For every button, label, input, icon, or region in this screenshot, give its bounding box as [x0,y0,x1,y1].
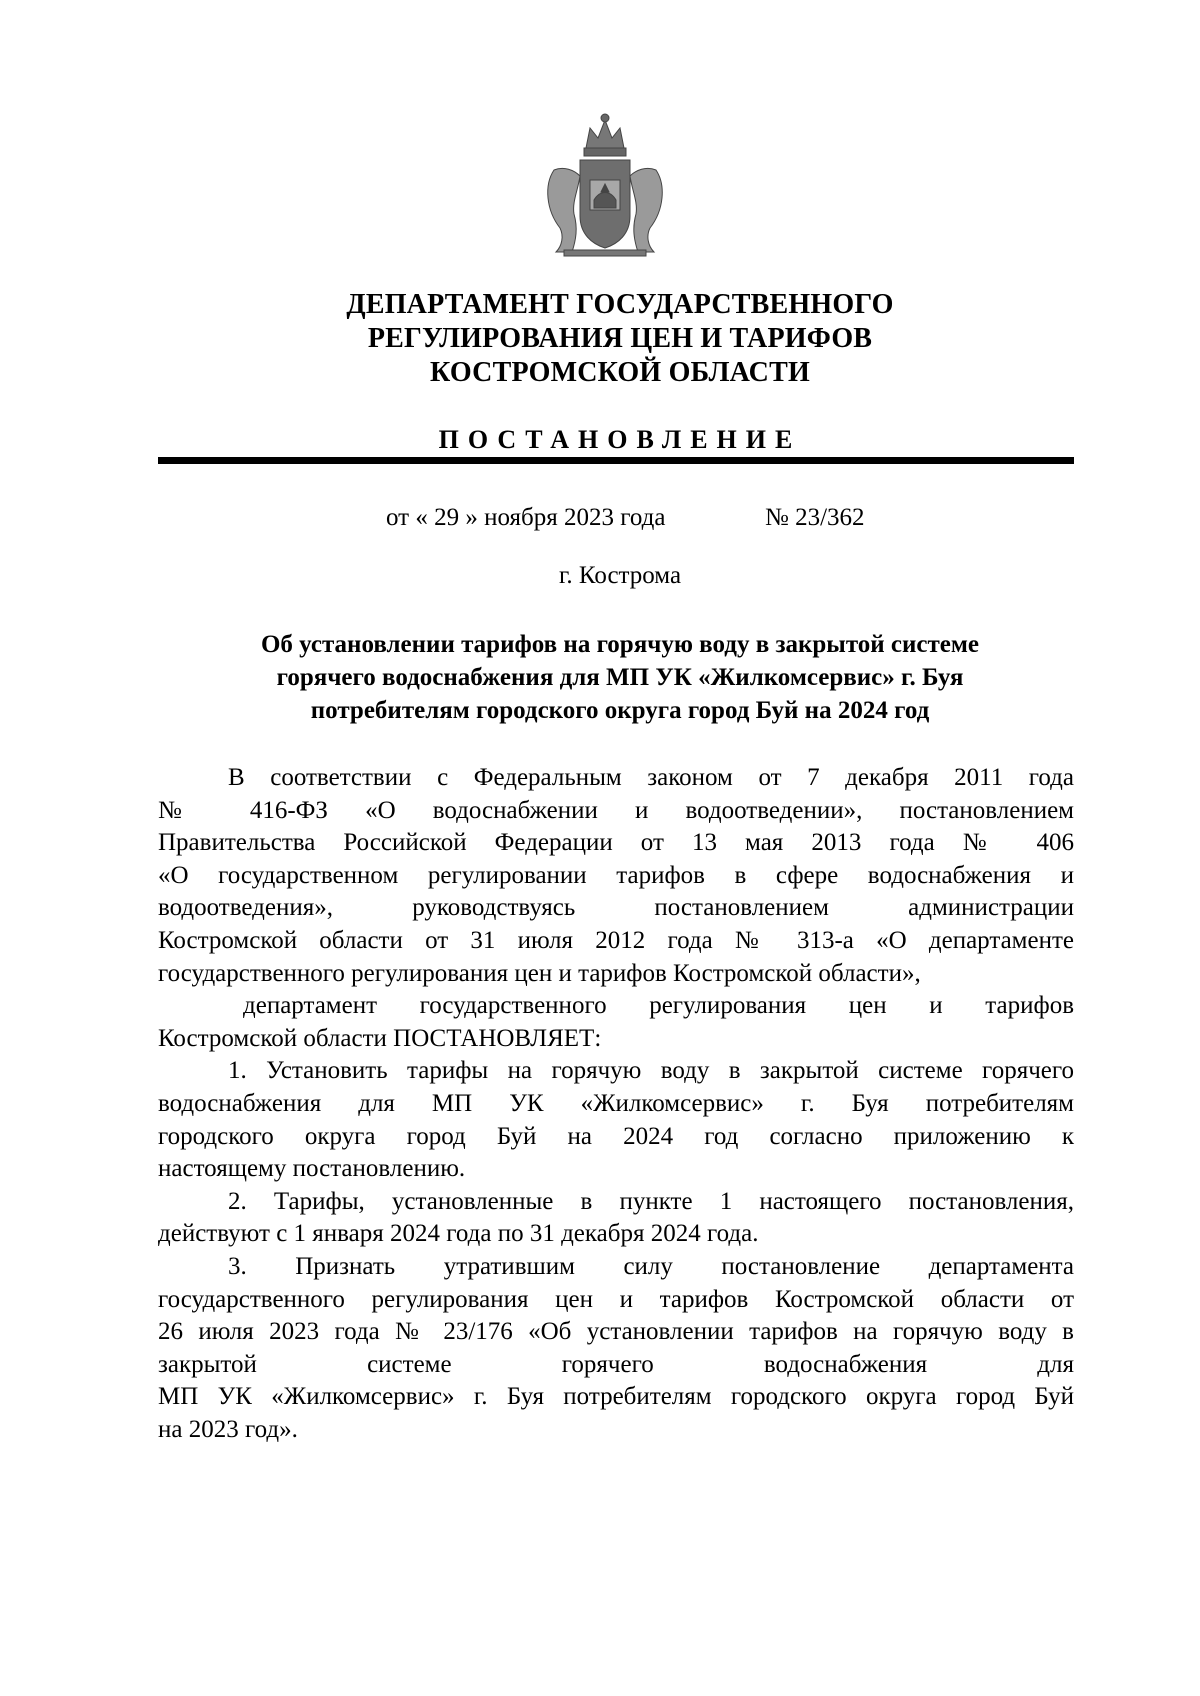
document-title [150,628,1090,727]
title-line: горячего водоснабжения для МП УК «Жилкомсервис» г. Буя [276,664,964,691]
department-line: ДЕПАРТАМЕНТ ГОСУДАРСТВЕННОГО [346,289,894,320]
document-body [158,762,1074,1446]
body-line: 26 июля 2023 года № 23/176 «Об установлении тарифов на горячую воду в [158,1318,1074,1346]
body-line: закрытой системе горячего водоснабжения для [158,1350,1074,1378]
body-line: городского округа город Буй на 2024 год согласно приложению к [158,1122,1074,1150]
body-line: 1. Установить тарифы на горячую воду в закрытой системе горячего [228,1057,1074,1085]
title-line: Об установлении тарифов на горячую воду в закрытой системе [260,631,980,658]
department-line: РЕГУЛИРОВАНИЯ ЦЕН И ТАРИФОВ [367,323,873,354]
body-line: водоотведения», руководствуясь постановлением администрации [158,894,1074,922]
body-line: № 416-ФЗ «О водоснабжении и водоотведении», постановлением [158,796,1074,824]
body-line: Костромской области ПОСТАНОВЛЯЕТ: [158,1024,602,1052]
body-line: Правительства Российской Федерации от 13 мая 2013 года № 406 [158,829,1074,857]
body-line: В соответствии с Федеральным законом от 7 декабря 2011 года [228,764,1074,791]
preamble-paragraph [158,762,1074,990]
body-line: государственного регулирования цен и тарифов Костромской области от [158,1285,1074,1313]
date-number-line [0,504,1200,536]
body-line: Костромской области от 31 июля 2012 года № 313-а «О департаменте [158,926,1074,954]
department-heading [150,288,1090,390]
document-city: г. Кострома [558,562,682,589]
coat-of-arms-emblem [534,110,676,258]
body-line: департамент государственного регулирования цен и тарифов [243,992,1074,1020]
body-line: водоснабжения для МП УК «Жилкомсервис» г. Буя потребителям [158,1089,1074,1117]
title-line: потребителям городского округа город Буй на 2024 год [310,697,930,724]
document-type-heading: ПОСТАНОВЛЕНИЕ [438,425,802,454]
document-date: от « 29 » ноября 2023 года [386,504,666,531]
decree-paragraph [158,990,1074,1055]
body-line: 3. Признать утратившим силу постановление департамента [228,1252,1074,1280]
department-line: КОСТРОМСКОЙ ОБЛАСТИ [430,357,810,388]
body-line: на 2023 год». [158,1415,298,1443]
body-line: 2. Тарифы, установленные в пункте 1 настоящего постановления, [228,1187,1074,1215]
item-1-paragraph [158,1055,1074,1185]
item-2-paragraph [158,1186,1074,1251]
heading-divider [158,457,1074,464]
body-line: настоящему постановлению. [158,1155,466,1183]
item-3-paragraph [158,1251,1074,1447]
body-line: действуют с 1 января 2024 года по 31 декабря 2024 года. [158,1220,759,1248]
body-line: «О государственном регулировании тарифов в сфере водоснабжения и [158,861,1074,889]
document-number: № 23/362 [765,504,865,531]
body-line: государственного регулирования цен и тарифов Костромской области», [158,959,921,987]
body-line: МП УК «Жилкомсервис» г. Буя потребителям городского округа город Буй [158,1383,1074,1411]
